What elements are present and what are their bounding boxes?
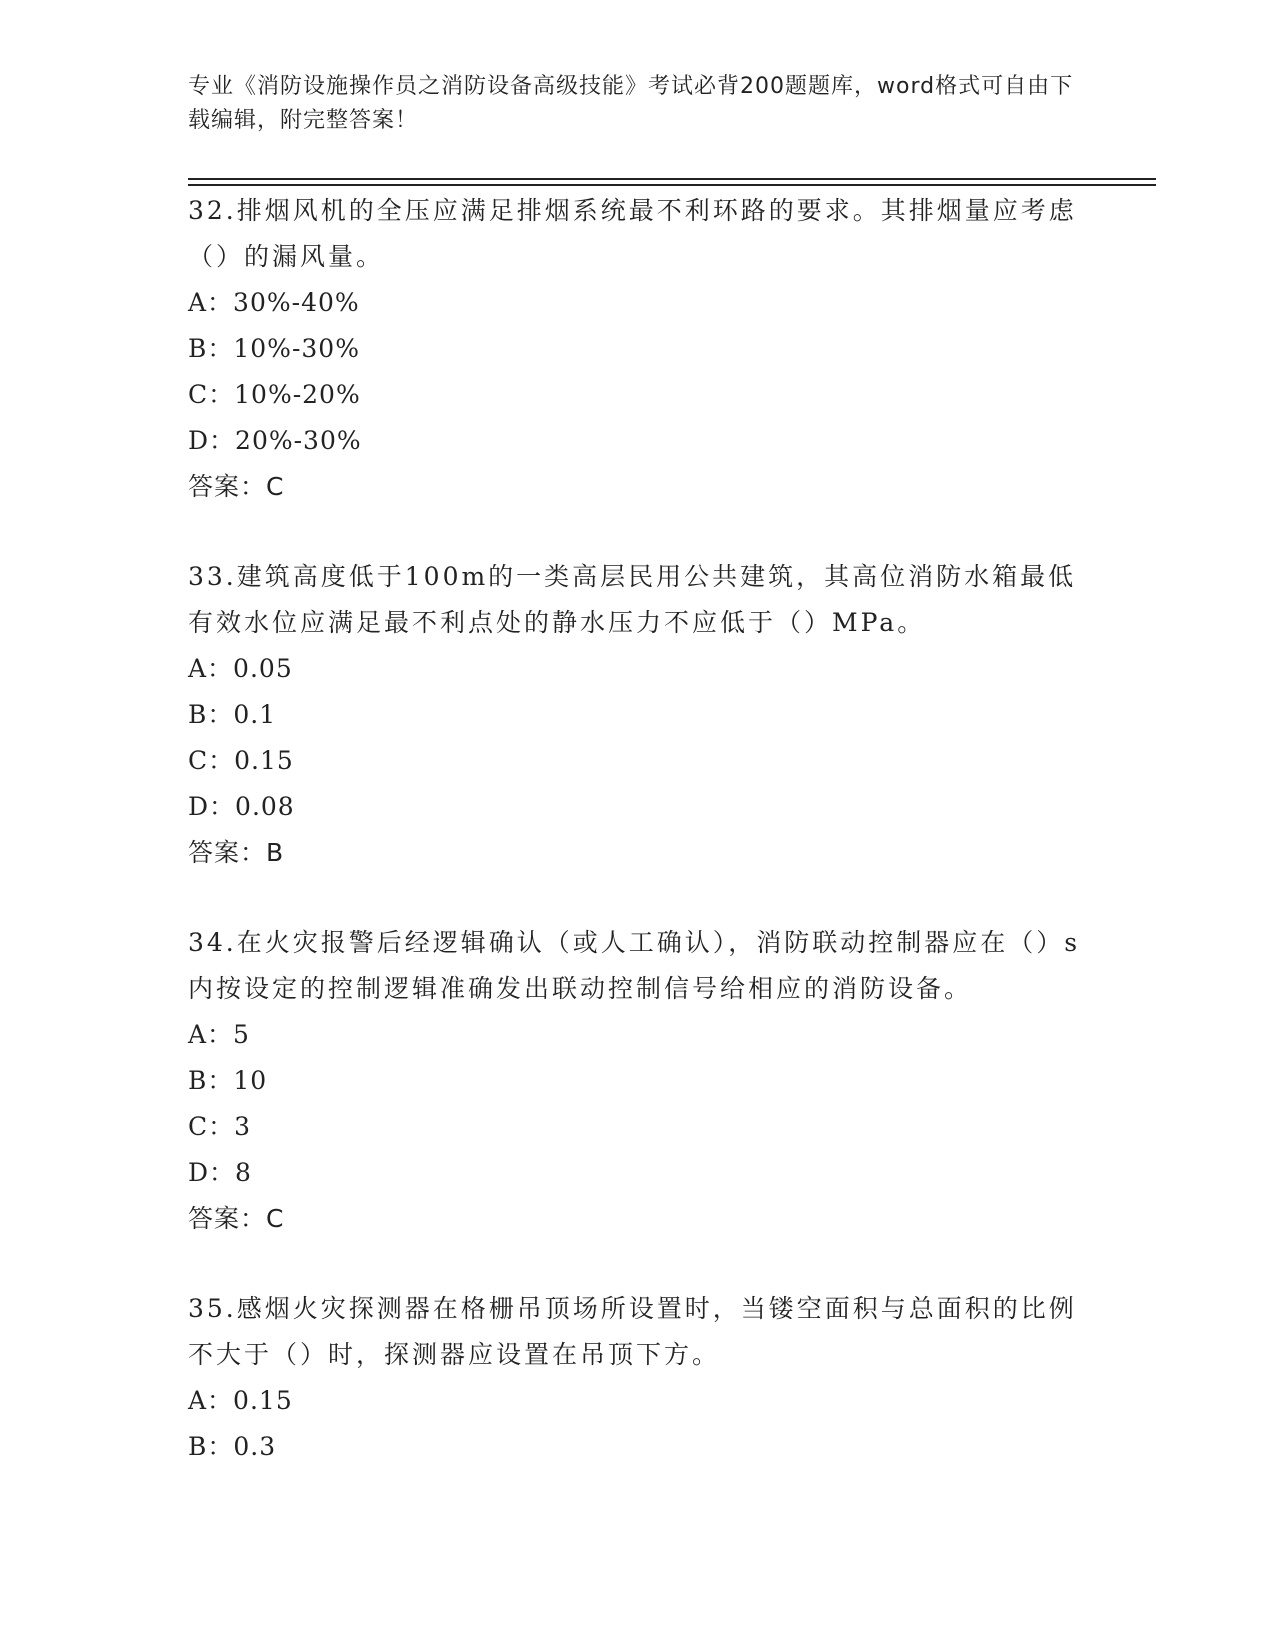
- option-c: C：3: [188, 1112, 252, 1141]
- answer-line: 答案：C: [188, 1204, 285, 1233]
- answer-line: 答案：B: [188, 838, 285, 867]
- question-stem: 33.建筑高度低于100m的一类高层民用公共建筑，其高位消防水箱最低有效水位应满足最不利点处的静水压力不应低于（）MPa。: [188, 562, 1077, 637]
- option-c: C：10%-20%: [188, 380, 361, 409]
- option-b: B：10%-30%: [188, 334, 360, 363]
- option-d: D：8: [188, 1158, 252, 1187]
- question-stem: 32.排烟风机的全压应满足排烟系统最不利环路的要求。其排烟量应考虑（）的漏风量。: [188, 196, 1077, 271]
- header-rule-bottom: [188, 184, 1156, 186]
- option-b: B：10: [188, 1066, 268, 1095]
- document-header: 专业《消防设施操作员之消防设备高级技能》考试必背200题题库，word格式可自由下载编辑，附完整答案！: [188, 74, 1074, 133]
- question-32: [188, 188, 1088, 510]
- option-d: D：0.08: [188, 792, 295, 821]
- question-list: [188, 188, 1088, 1470]
- option-b: B：0.1: [188, 700, 277, 729]
- option-d: D：20%-30%: [188, 426, 362, 455]
- question-35: [188, 1286, 1088, 1470]
- option-c: C：0.15: [188, 746, 294, 775]
- answer-line: 答案：C: [188, 472, 285, 501]
- option-a: A：5: [188, 1020, 250, 1049]
- option-b: B：0.3: [188, 1432, 277, 1461]
- option-a: A：0.05: [188, 654, 293, 683]
- question-stem: 35.感烟火灾探测器在格栅吊顶场所设置时，当镂空面积与总面积的比例不大于（）时，探测器应设置在吊顶下方。: [188, 1294, 1077, 1369]
- option-a: A：0.15: [188, 1386, 293, 1415]
- question-stem: 34.在火灾报警后经逻辑确认（或人工确认），消防联动控制器应在（）s内按设定的控制逻辑准确发出联动控制信号给相应的消防设备。: [188, 928, 1081, 1003]
- question-34: [188, 920, 1088, 1242]
- question-33: [188, 554, 1088, 876]
- option-a: A：30%-40%: [188, 288, 360, 317]
- header-rule-top: [188, 178, 1156, 180]
